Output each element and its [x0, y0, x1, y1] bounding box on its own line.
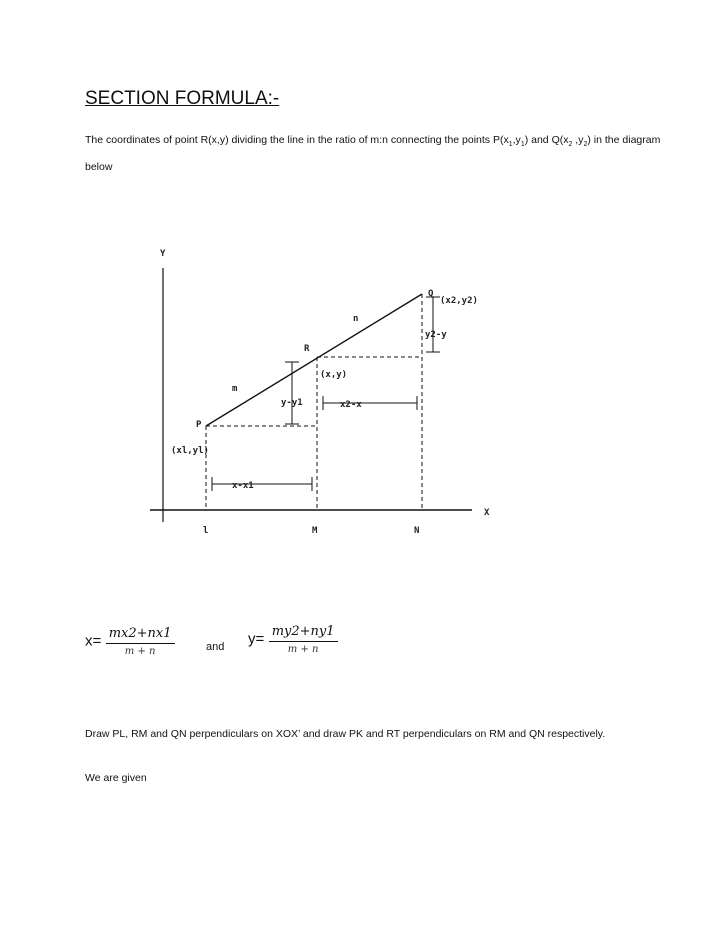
coord-q-label: (x2,y2) — [440, 296, 478, 306]
intro-before: The coordinates of point R(x,y) dividing the line in the ratio of m:n connecting the points P(x — [85, 134, 509, 146]
section-formula-diagram — [0, 230, 728, 550]
formula-y — [248, 624, 338, 655]
diff-y1-label: y-y1 — [281, 398, 303, 408]
intro-comma-1: ,y — [512, 134, 521, 146]
formula-x-denominator: m + n — [124, 646, 156, 657]
diff-x1-label: x-x1 — [232, 481, 254, 491]
foot-m-label: M — [312, 526, 318, 536]
segment-pq — [206, 294, 422, 426]
formula-x-lead: x= — [85, 632, 102, 650]
ratio-m-label: m — [232, 384, 238, 394]
section-heading: SECTION FORMULA:- — [85, 88, 280, 109]
formula-y-denominator: m + n — [287, 644, 319, 655]
coord-p-label: (xl,yl) — [171, 446, 209, 456]
point-p-label: P — [196, 420, 202, 430]
axis-y-label: Y — [160, 249, 166, 259]
formula-y-fraction — [269, 624, 338, 655]
diff-y2-label: y2-y — [425, 330, 447, 340]
intro-sub-4: 2 — [583, 141, 588, 149]
formula-y-numerator: my2+ny1 — [269, 624, 338, 642]
intro-text — [85, 129, 665, 178]
intro-mid: ) and Q(x — [524, 134, 569, 146]
formula-y-lead: y= — [248, 630, 265, 648]
formula-x-numerator: mx2+nx1 — [106, 626, 175, 644]
point-r-label: R — [304, 344, 310, 354]
perpendiculars-paragraph: Draw PL, RM and QN perpendiculars on XOX’ and draw PK and RT perpendiculars on RM and QN respectively. — [85, 728, 606, 740]
given-text: We are given — [85, 772, 147, 784]
foot-n-label: N — [414, 526, 420, 536]
formula-and: and — [206, 641, 225, 653]
intro-comma-2: ,y — [572, 134, 584, 146]
coord-r-label: (x,y) — [320, 370, 348, 380]
foot-l-label: l — [203, 526, 209, 536]
point-q-label: Q — [428, 289, 434, 299]
intro-sub-2: 1 — [520, 141, 525, 149]
intro-after: ) in the diagram below — [85, 134, 661, 174]
intro-sub-1: 1 — [508, 141, 513, 149]
ratio-n-label: n — [353, 314, 359, 324]
diff-x2-label: x2-x — [340, 400, 362, 410]
formula-x — [85, 626, 175, 657]
formula-x-fraction — [106, 626, 175, 657]
axis-x-label: X — [484, 508, 490, 518]
intro-sub-3: 2 — [568, 141, 573, 149]
